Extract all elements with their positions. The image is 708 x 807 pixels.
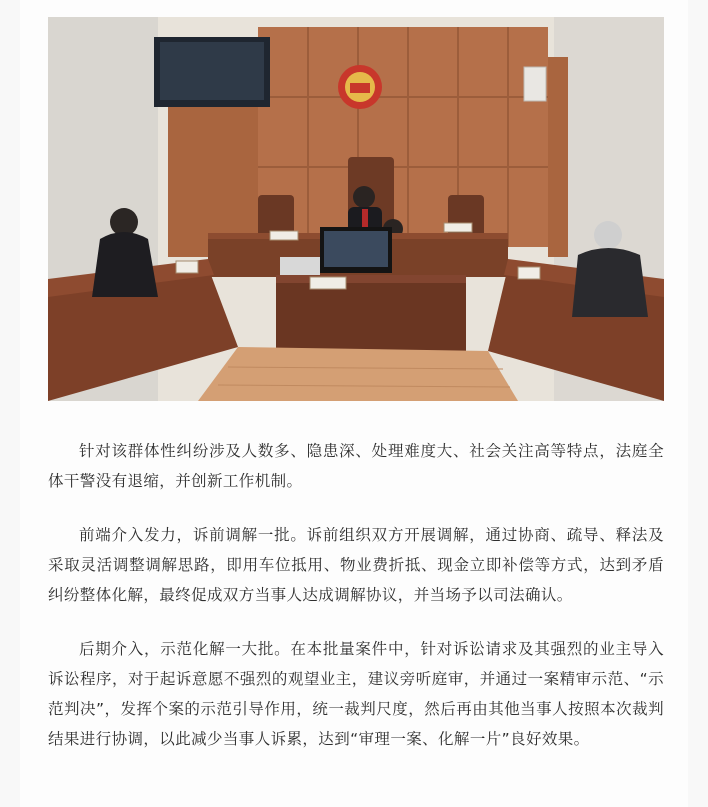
article-body xyxy=(48,436,664,778)
article-paragraph: 前端介入发力，诉前调解一批。诉前组织双方开展调解，通过协商、疏导、释法及采取灵活调整调解思路，即用车位抵用、物业费折抵、现金立即补偿等方式，达到矛盾纠纷整体化解，最终促成双方当事人达成调解协议，并当场予以司法确认。 xyxy=(48,526,664,604)
article-paragraph: 后期介入，示范化解一大批。在本批量案件中，针对诉讼请求及其强烈的业主导入诉讼程序，对于起诉意愿不强烈的观望业主，建议旁听庭审，并通过一案精审示范、“示范判决”，发挥个案的示范引导作用，统一裁判尺度，然后再由其他当事人按照本次裁判结果进行协调，以此减少当事人诉累，达到“审理一案、化解一片”良好效果。 xyxy=(48,640,664,748)
article-paragraph: 针对该群体性纠纷涉及人数多、隐患深、处理难度大、社会关注高等特点，法庭全体干警没有退缩，并创新工作机制。 xyxy=(48,442,664,490)
courtroom-photo xyxy=(48,17,664,401)
national-emblem-icon xyxy=(338,65,382,109)
